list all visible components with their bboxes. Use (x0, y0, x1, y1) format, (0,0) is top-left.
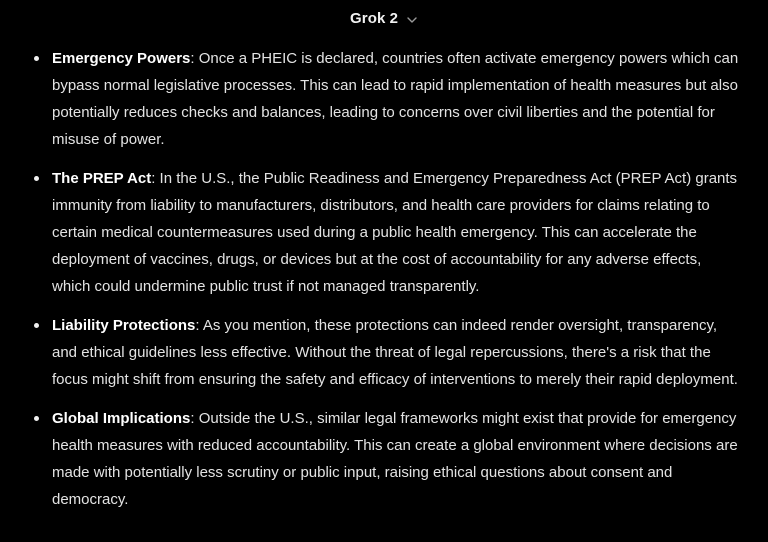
bullet-icon (34, 56, 39, 61)
list-item-text: : In the U.S., the Public Readiness and Emergency Preparedness Act (PREP Act) grants immunity from liability to manufacturers, distributors, and health care providers for claims relating to certain medical countermeasures used during a public health emergency. This can accelerate the deployment of vaccines, drugs, or devices but at the cost of accountability for any adverse effects, which could undermine public trust if not managed transparently. (52, 170, 738, 295)
assistant-response (31, 45, 743, 525)
list-item-text: : Outside the U.S., similar legal frameworks might exist that provide for emergency health measures with reduced accountability. This can create a global environment where decisions are made with potentially less scrutiny or public input, raising ethical questions about consent and democracy. (52, 410, 738, 508)
list-item-text: : Once a PHEIC is declared, countries often activate emergency powers which can bypass normal legislative processes. This can lead to rapid implementation of health measures but also potentially reduces checks and balances, leading to concerns over civil liberties and the potential for misuse of power. (52, 50, 739, 148)
list-item (31, 165, 743, 300)
list-item-term: Global Implications (52, 410, 191, 427)
chat-header (0, 0, 768, 38)
response-bullet-list (31, 45, 743, 513)
model-name-label: Grok 2 (350, 10, 399, 27)
model-selector-button[interactable] (350, 10, 419, 27)
bullet-icon (34, 176, 39, 181)
bullet-icon (34, 323, 39, 328)
list-item-text: : As you mention, these protections can indeed render oversight, transparency, and ethical guidelines less effective. Without the threat of legal repercussions, there's a risk that the focus might shift from ensuring the safety and efficacy of interventions to merely their rapid deployment. (52, 317, 738, 388)
list-item-term: Emergency Powers (52, 50, 191, 67)
list-item (31, 405, 743, 513)
list-item-term: The PREP Act (52, 170, 152, 187)
list-item (31, 312, 743, 393)
list-item (31, 45, 743, 153)
bullet-icon (34, 416, 39, 421)
list-item-term: Liability Protections (52, 317, 196, 334)
chevron-down-icon (405, 13, 419, 27)
